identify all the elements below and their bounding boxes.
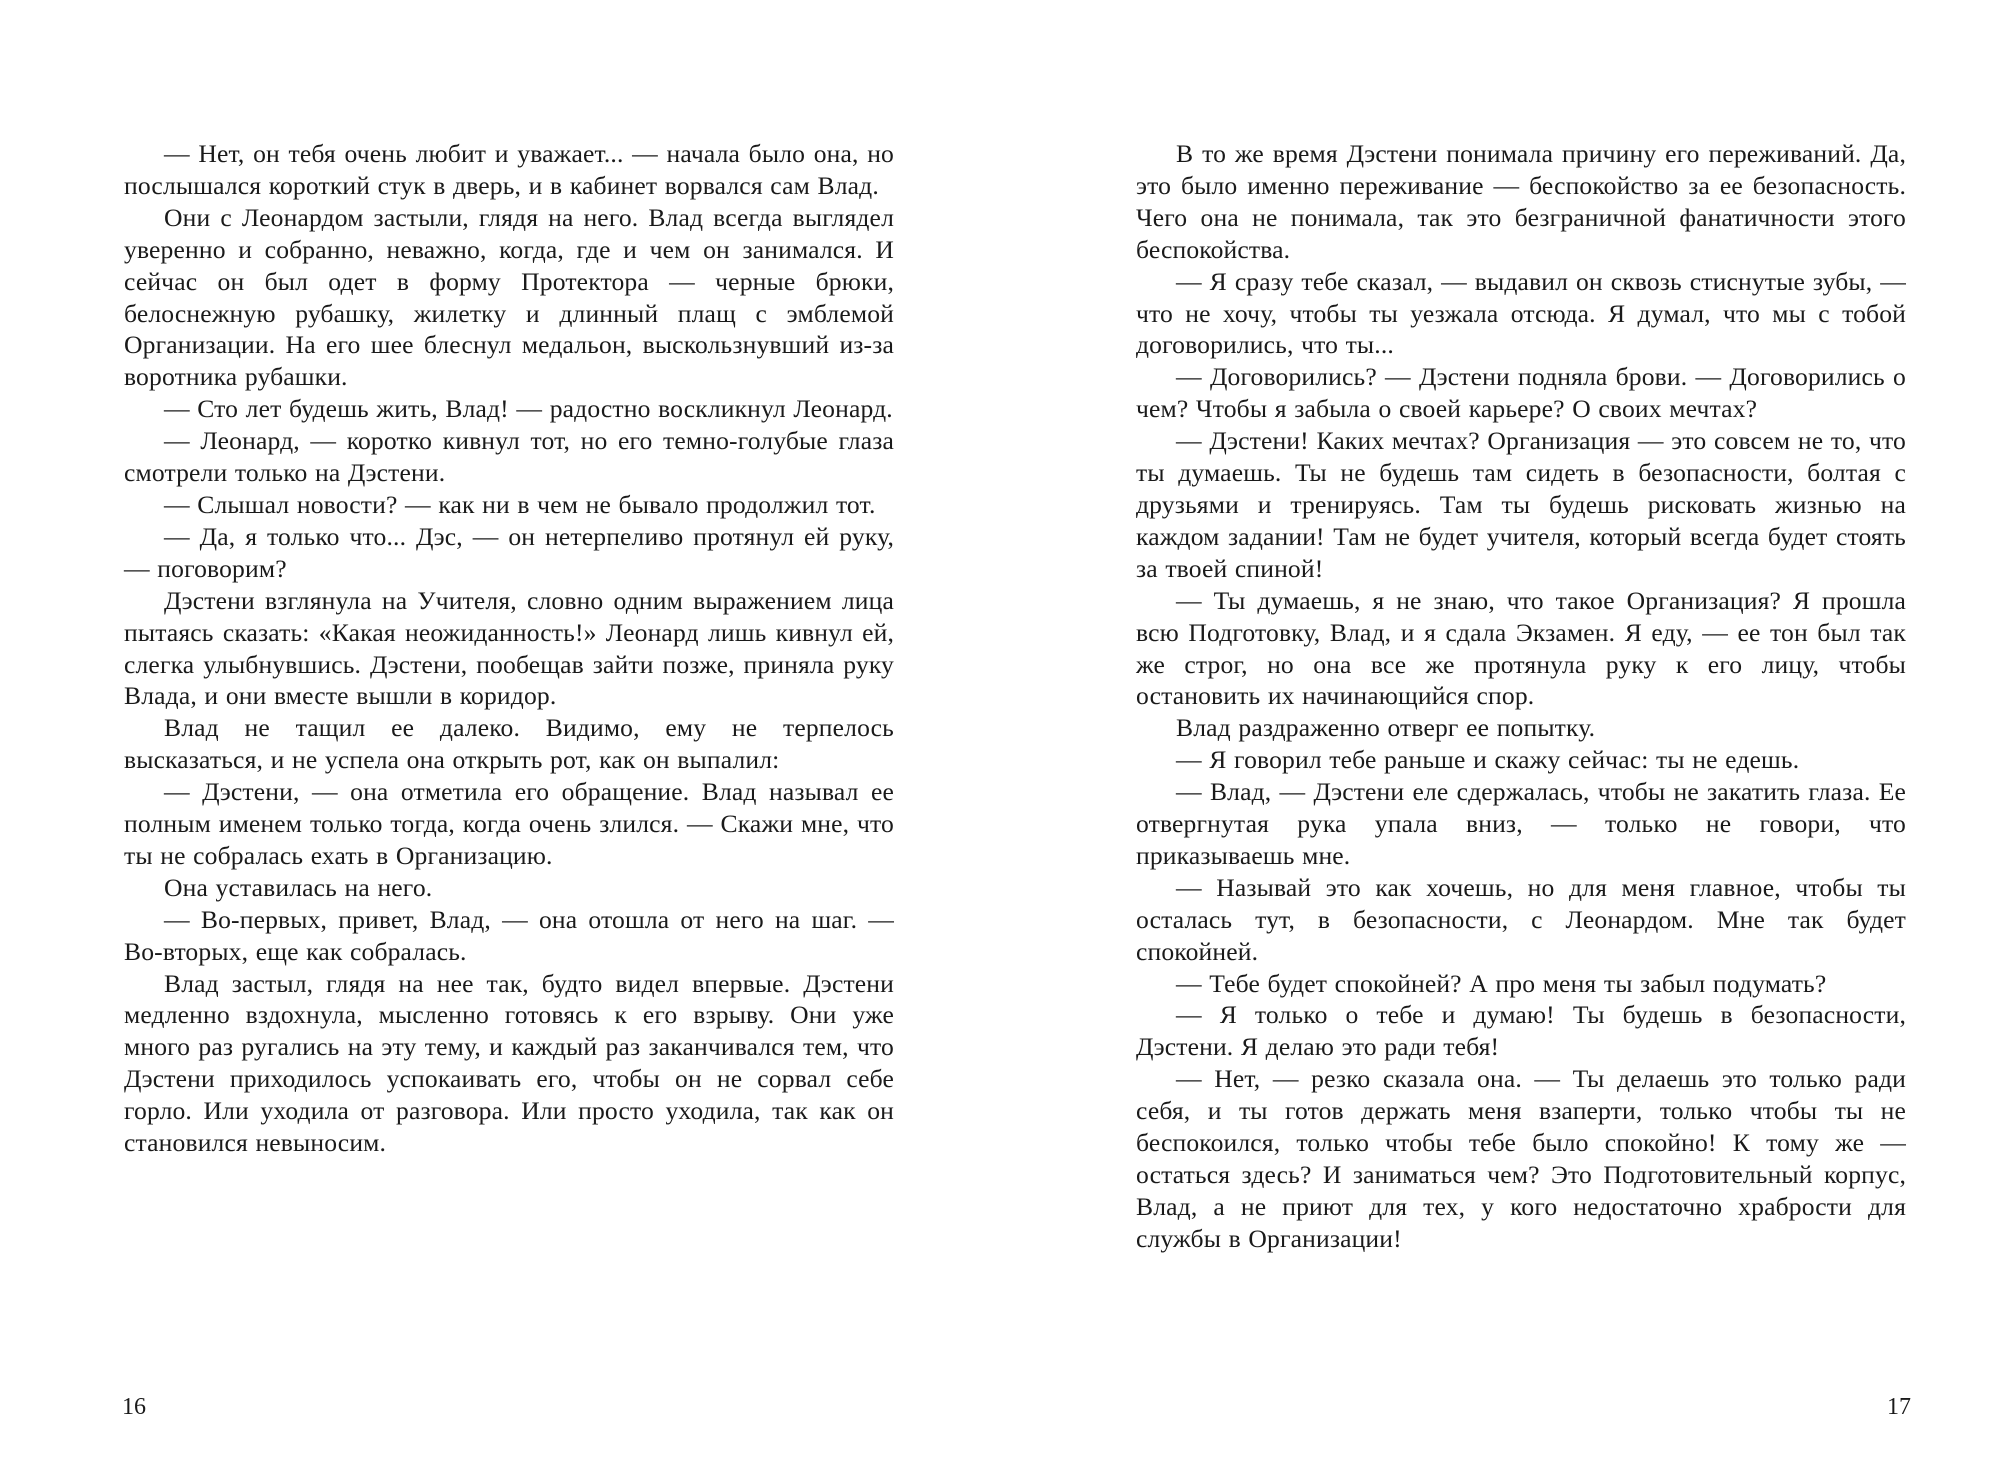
page-number-left: 16 (122, 1394, 146, 1420)
right-page-text (1136, 138, 1906, 1255)
paragraph: — Договорились? — Дэстени подняла брови. — Договорились о чем? Чтобы я забыла о своей карьере? О своих мечтах? (1136, 362, 1906, 424)
paragraph: — Влад, — Дэстени еле сдержалась, чтобы не закатить глаза. Ее отвергнутая рука упала вниз, — только не говори, что приказываешь мне. (1136, 777, 1906, 870)
paragraph: — Я только о тебе и думаю! Ты будешь в безопасности, Дэстени. Я делаю это ради тебя! (1136, 1000, 1906, 1062)
paragraph: — Называй это как хочешь, но для меня главное, чтобы ты осталась тут, в безопасности, с Леонардом. Мне так будет спокойней. (1136, 872, 1906, 966)
paragraph: — Ты думаешь, я не знаю, что такое Организация? Я прошла всю Подготовку, Влад, и я сдала Экзамен. Я еду, — ее тон был так же строг, но она все же протянула руку к его лицу, чтобы остановить их начинающийся спор. (1136, 585, 1906, 711)
paragraph: — Дэстени, — она отметила его обращение. Влад называл ее полным именем только тогда, когда очень злился. — Скажи мне, что ты не собралась ехать в Организацию. (124, 777, 894, 870)
paragraph: — Леонард, — коротко кивнул тот, но его темно-голубые глаза смотрели только на Дэстени. (124, 426, 894, 488)
paragraph: — Сто лет будешь жить, Влад! — радостно воскликнул Леонард. (164, 394, 893, 424)
left-page-text (124, 138, 894, 1159)
right-page (1000, 0, 2000, 1460)
paragraph: — Я говорил тебе раньше и скажу сейчас: ты не едешь. (1176, 745, 1800, 775)
paragraph: Влад застыл, глядя на нее так, будто видел впервые. Дэстени медленно вздохнула, мысленно готовясь к его взрыву. Они уже много раз ругались на эту тему, и каждый раз заканчивался тем, что Дэстени приходилось успокаивать его, чтобы он не сорвал себе горло. Или уходила от разговора. Или просто уходила, так как он становился невыносим. (124, 968, 894, 1158)
paragraph: — Тебе будет спокойней? А про меня ты забыл подумать? (1176, 968, 1827, 998)
paragraph: Они с Леонардом застыли, глядя на него. Влад всегда выглядел уверенно и собранно, неважно, когда, где и чем он занимался. И сейчас он был одет в форму Протектора — черные брюки, белоснежную рубашку, жилетку и длинный плащ с эмблемой Организации. На его шее блеснул медальон, выскользнувший из-за воротника рубашки. (124, 202, 894, 392)
paragraph: Влад раздраженно отверг ее попытку. (1176, 713, 1596, 743)
paragraph: — Я сразу тебе сказал, — выдавил он сквозь стиснутые зубы, — что не хочу, чтобы ты уезжала отсюда. Я думал, что мы с тобой договорились, что ты... (1136, 266, 1906, 360)
paragraph: — Дэстени! Каких мечтах? Организация — это совсем не то, что ты думаешь. Ты не будешь там сидеть в безопасности, болтая с друзьями и тренируясь. Там ты будешь рисковать жизнью на каждом задании! Там не будет учителя, который всегда будет стоять за твоей спиной! (1136, 426, 1906, 583)
paragraph: — Нет, — резко сказала она. — Ты делаешь это только ради себя, и ты готов держать меня взаперти, только чтобы ты не беспокоился, только чтобы тебе было спокойно! К тому же — остаться здесь? И заниматься чем? Это Подготовительный корпус, Влад, а не приют для тех, у кого недостаточно храбрости для службы в Организации! (1136, 1064, 1906, 1253)
paragraph: — Нет, он тебя очень любит и уважает... — начала было она, но послышался короткий стук в дверь, и в кабинет ворвался сам Влад. (124, 139, 894, 200)
paragraph: — Да, я только что... Дэс, — он нетерпеливо протянул ей руку, — поговорим? (124, 521, 894, 583)
paragraph: — Слышал новости? — как ни в чем не бывало продолжил тот. (164, 489, 876, 519)
page-number-right: 17 (1887, 1394, 1911, 1420)
paragraph: Влад не тащил ее далеко. Видимо, ему не терпелось высказаться, и не успела она открыть рот, как он выпалил: (124, 713, 894, 775)
paragraph: Дэстени взглянула на Учителя, словно одним выражением лица пытаясь сказать: «Какая неожиданность!» Леонард лишь кивнул ей, слегка улыбнувшись. Дэстени, пообещав зайти позже, приняла руку Влада, и они вместе вышли в коридор. (124, 585, 894, 711)
paragraph: — Во-первых, привет, Влад, — она отошла от него на шаг. — Во-вторых, еще как собралась. (124, 904, 894, 966)
paragraph: Она уставилась на него. (164, 872, 433, 902)
paragraph: В то же время Дэстени понимала причину его переживаний. Да, это было именно переживание — беспокойство за ее безопасность. Чего она не понимала, так это безграничной фанатичности этого беспокойства. (1136, 139, 1906, 264)
